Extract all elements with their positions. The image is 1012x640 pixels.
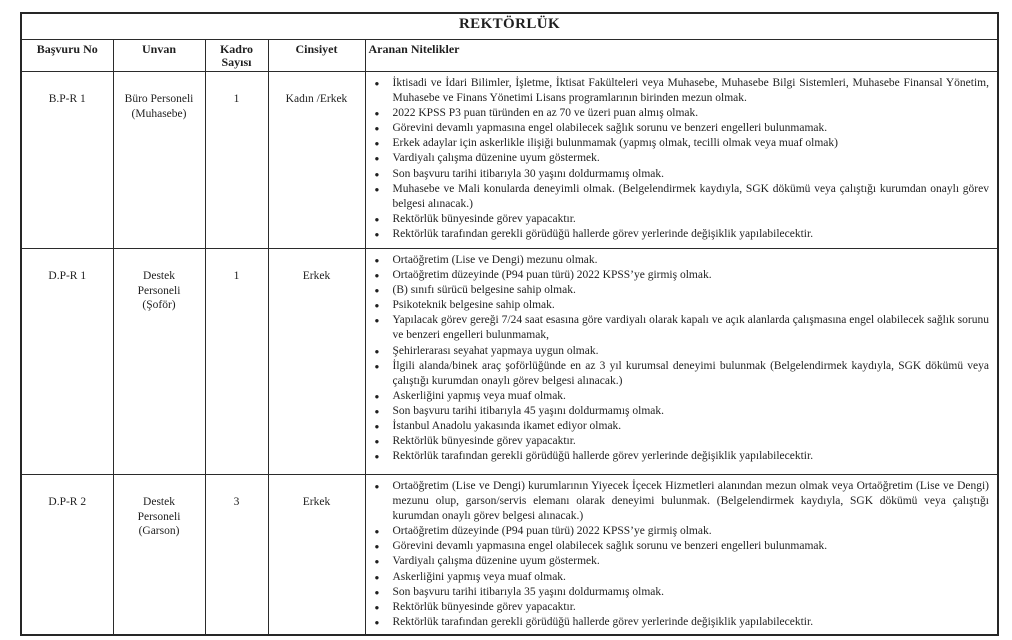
table-row	[21, 249, 998, 475]
header-unvan: Unvan	[113, 40, 205, 72]
qualification-item: ● Son başvuru tarihi itibarıyla 35 yaşını doldurmamış olmak.	[370, 585, 990, 600]
header-basvuru-no: Başvuru No	[21, 40, 113, 72]
qualification-item: ● Muhasebe ve Mali konularda deneyimli olmak. (Belgelendirmek kaydıyla, SGK dökümü veya çalıştığı kurumdan onaylı görev belgesi alınacak.)	[370, 182, 990, 212]
qualification-item: ● Rektörlük tarafından gerekli görüdüğü hallerde görev yerlerinde değişiklik yapılabilecektir.	[370, 449, 990, 464]
title-row	[21, 13, 998, 40]
table-row	[21, 475, 998, 635]
qualification-item: ● Rektörlük bünyesinde görev yapacaktır.	[370, 434, 990, 449]
qualification-item: ● Görevini devamlı yapmasına engel olabilecek sağlık sorunu ve benzeri engelleri bulunmamak.	[370, 539, 990, 554]
cell-aranan-nitelikler	[365, 249, 998, 475]
table-head	[21, 13, 998, 72]
qualification-item: ● (B) sınıfı sürücü belgesine sahip olmak.	[370, 283, 990, 298]
qualification-item: ● Rektörlük bünyesinde görev yapacaktır.	[370, 212, 990, 227]
cell-cinsiyet: Erkek	[268, 249, 365, 475]
header-kadro-sayisi: Kadro Sayısı	[205, 40, 268, 72]
cell-kadro-sayisi: 3	[205, 475, 268, 635]
qualification-item: ● Son başvuru tarihi itibarıyla 45 yaşını doldurmamış olmak.	[370, 404, 990, 419]
recruitment-table	[20, 12, 999, 636]
table-title: REKTÖRLÜK	[21, 13, 998, 40]
qualification-item: ● Rektörlük tarafından gerekli görüdüğü hallerde görev yerlerinde değişiklik yapılabilecektir.	[370, 615, 990, 630]
qualification-item: ● Ortaöğretim (Lise ve Dengi) mezunu olmak.	[370, 253, 990, 268]
qualification-item: ● Şehirlerarası seyahat yapmaya uygun olmak.	[370, 344, 990, 359]
qualification-item: ● Vardiyalı çalışma düzenine uyum göstermek.	[370, 151, 990, 166]
qualification-item: ● Rektörlük bünyesinde görev yapacaktır.	[370, 600, 990, 615]
qualification-item: ● Ortaöğretim (Lise ve Dengi) kurumlarının Yiyecek İçecek Hizmetleri alanından mezun olmak veya Ortaöğretim (Lise ve Dengi) mezunu olup, garson/servis elemanı olarak deneyimi bulunmak. (Belgelendirmek kaydıyla, SGK dökümü veya çalıştığı kurumdan onaylı görev belgesi alınacak.)	[370, 479, 990, 524]
header-aranan-nitelikler: Aranan Nitelikler	[365, 40, 998, 72]
cell-unvan: Destek Personeli (Garson)	[113, 475, 205, 635]
qualification-item: ● İktisadi ve İdari Bilimler, İşletme, İktisat Fakülteleri veya Muhasebe, Muhasebe Bilgi Sistemleri, Muhasebe Finansal Yönetim, Muhasebe ve Finans Yönetimi Lisans programlarının birinden mezun olmak.	[370, 76, 990, 106]
cell-aranan-nitelikler	[365, 475, 998, 635]
qualification-item: ● Erkek adaylar için askerlikle ilişiği bulunmamak (yapmış olmak, tecilli olmak veya muaf olmak)	[370, 136, 990, 151]
qualifications-list	[370, 479, 990, 630]
qualification-item: ● Askerliğini yapmış veya muaf olmak.	[370, 389, 990, 404]
qualification-item: ● Son başvuru tarihi itibarıyla 30 yaşını doldurmamış olmak.	[370, 167, 990, 182]
qualification-item: ● Askerliğini yapmış veya muaf olmak.	[370, 570, 990, 585]
qualification-item: ● Rektörlük tarafından gerekli görüdüğü hallerde görev yerlerinde değişiklik yapılabilecektir.	[370, 227, 990, 242]
qualification-item: ● Yapılacak görev gereği 7/24 saat esasına göre vardiyalı olarak kapalı ve açık alanlarda çalışmasına engel olabilecek sağlık sorunu ve benzeri engelleri bulunmamak,	[370, 313, 990, 343]
qualifications-list	[370, 253, 990, 464]
header-row	[21, 40, 998, 72]
qualification-item: ● İstanbul Anadolu yakasında ikamet ediyor olmak.	[370, 419, 990, 434]
table-body	[21, 72, 998, 635]
cell-basvuru-no: D.P-R 1	[21, 249, 113, 475]
cell-basvuru-no: B.P-R 1	[21, 72, 113, 249]
cell-unvan: Destek Personeli (Şoför)	[113, 249, 205, 475]
qualification-item: ● Psikoteknik belgesine sahip olmak.	[370, 298, 990, 313]
cell-kadro-sayisi: 1	[205, 72, 268, 249]
cell-aranan-nitelikler	[365, 72, 998, 249]
cell-basvuru-no: D.P-R 2	[21, 475, 113, 635]
qualification-item: ● 2022 KPSS P3 puan türünden en az 70 ve üzeri puan almış olmak.	[370, 106, 990, 121]
header-cinsiyet: Cinsiyet	[268, 40, 365, 72]
cell-cinsiyet: Kadın /Erkek	[268, 72, 365, 249]
cell-cinsiyet: Erkek	[268, 475, 365, 635]
qualification-item: ● Ortaöğretim düzeyinde (P94 puan türü) 2022 KPSS’ye girmiş olmak.	[370, 524, 990, 539]
qualification-item: ● Vardiyalı çalışma düzenine uyum göstermek.	[370, 554, 990, 569]
cell-kadro-sayisi: 1	[205, 249, 268, 475]
qualification-item: ● Görevini devamlı yapmasına engel olabilecek sağlık sorunu ve benzeri engelleri bulunmamak.	[370, 121, 990, 136]
cell-unvan: Büro Personeli (Muhasebe)	[113, 72, 205, 249]
qualification-item: ● İlgili alanda/binek araç şoförlüğünde en az 3 yıl kurumsal deneyimi bulunmak (Belgelendirmek kaydıyla, SGK dökümü veya çalıştığı kurumdan onaylı görev belgesi alınacak.)	[370, 359, 990, 389]
qualification-item: ● Ortaöğretim düzeyinde (P94 puan türü) 2022 KPSS’ye girmiş olmak.	[370, 268, 990, 283]
qualifications-list	[370, 76, 990, 242]
table-row	[21, 72, 998, 249]
